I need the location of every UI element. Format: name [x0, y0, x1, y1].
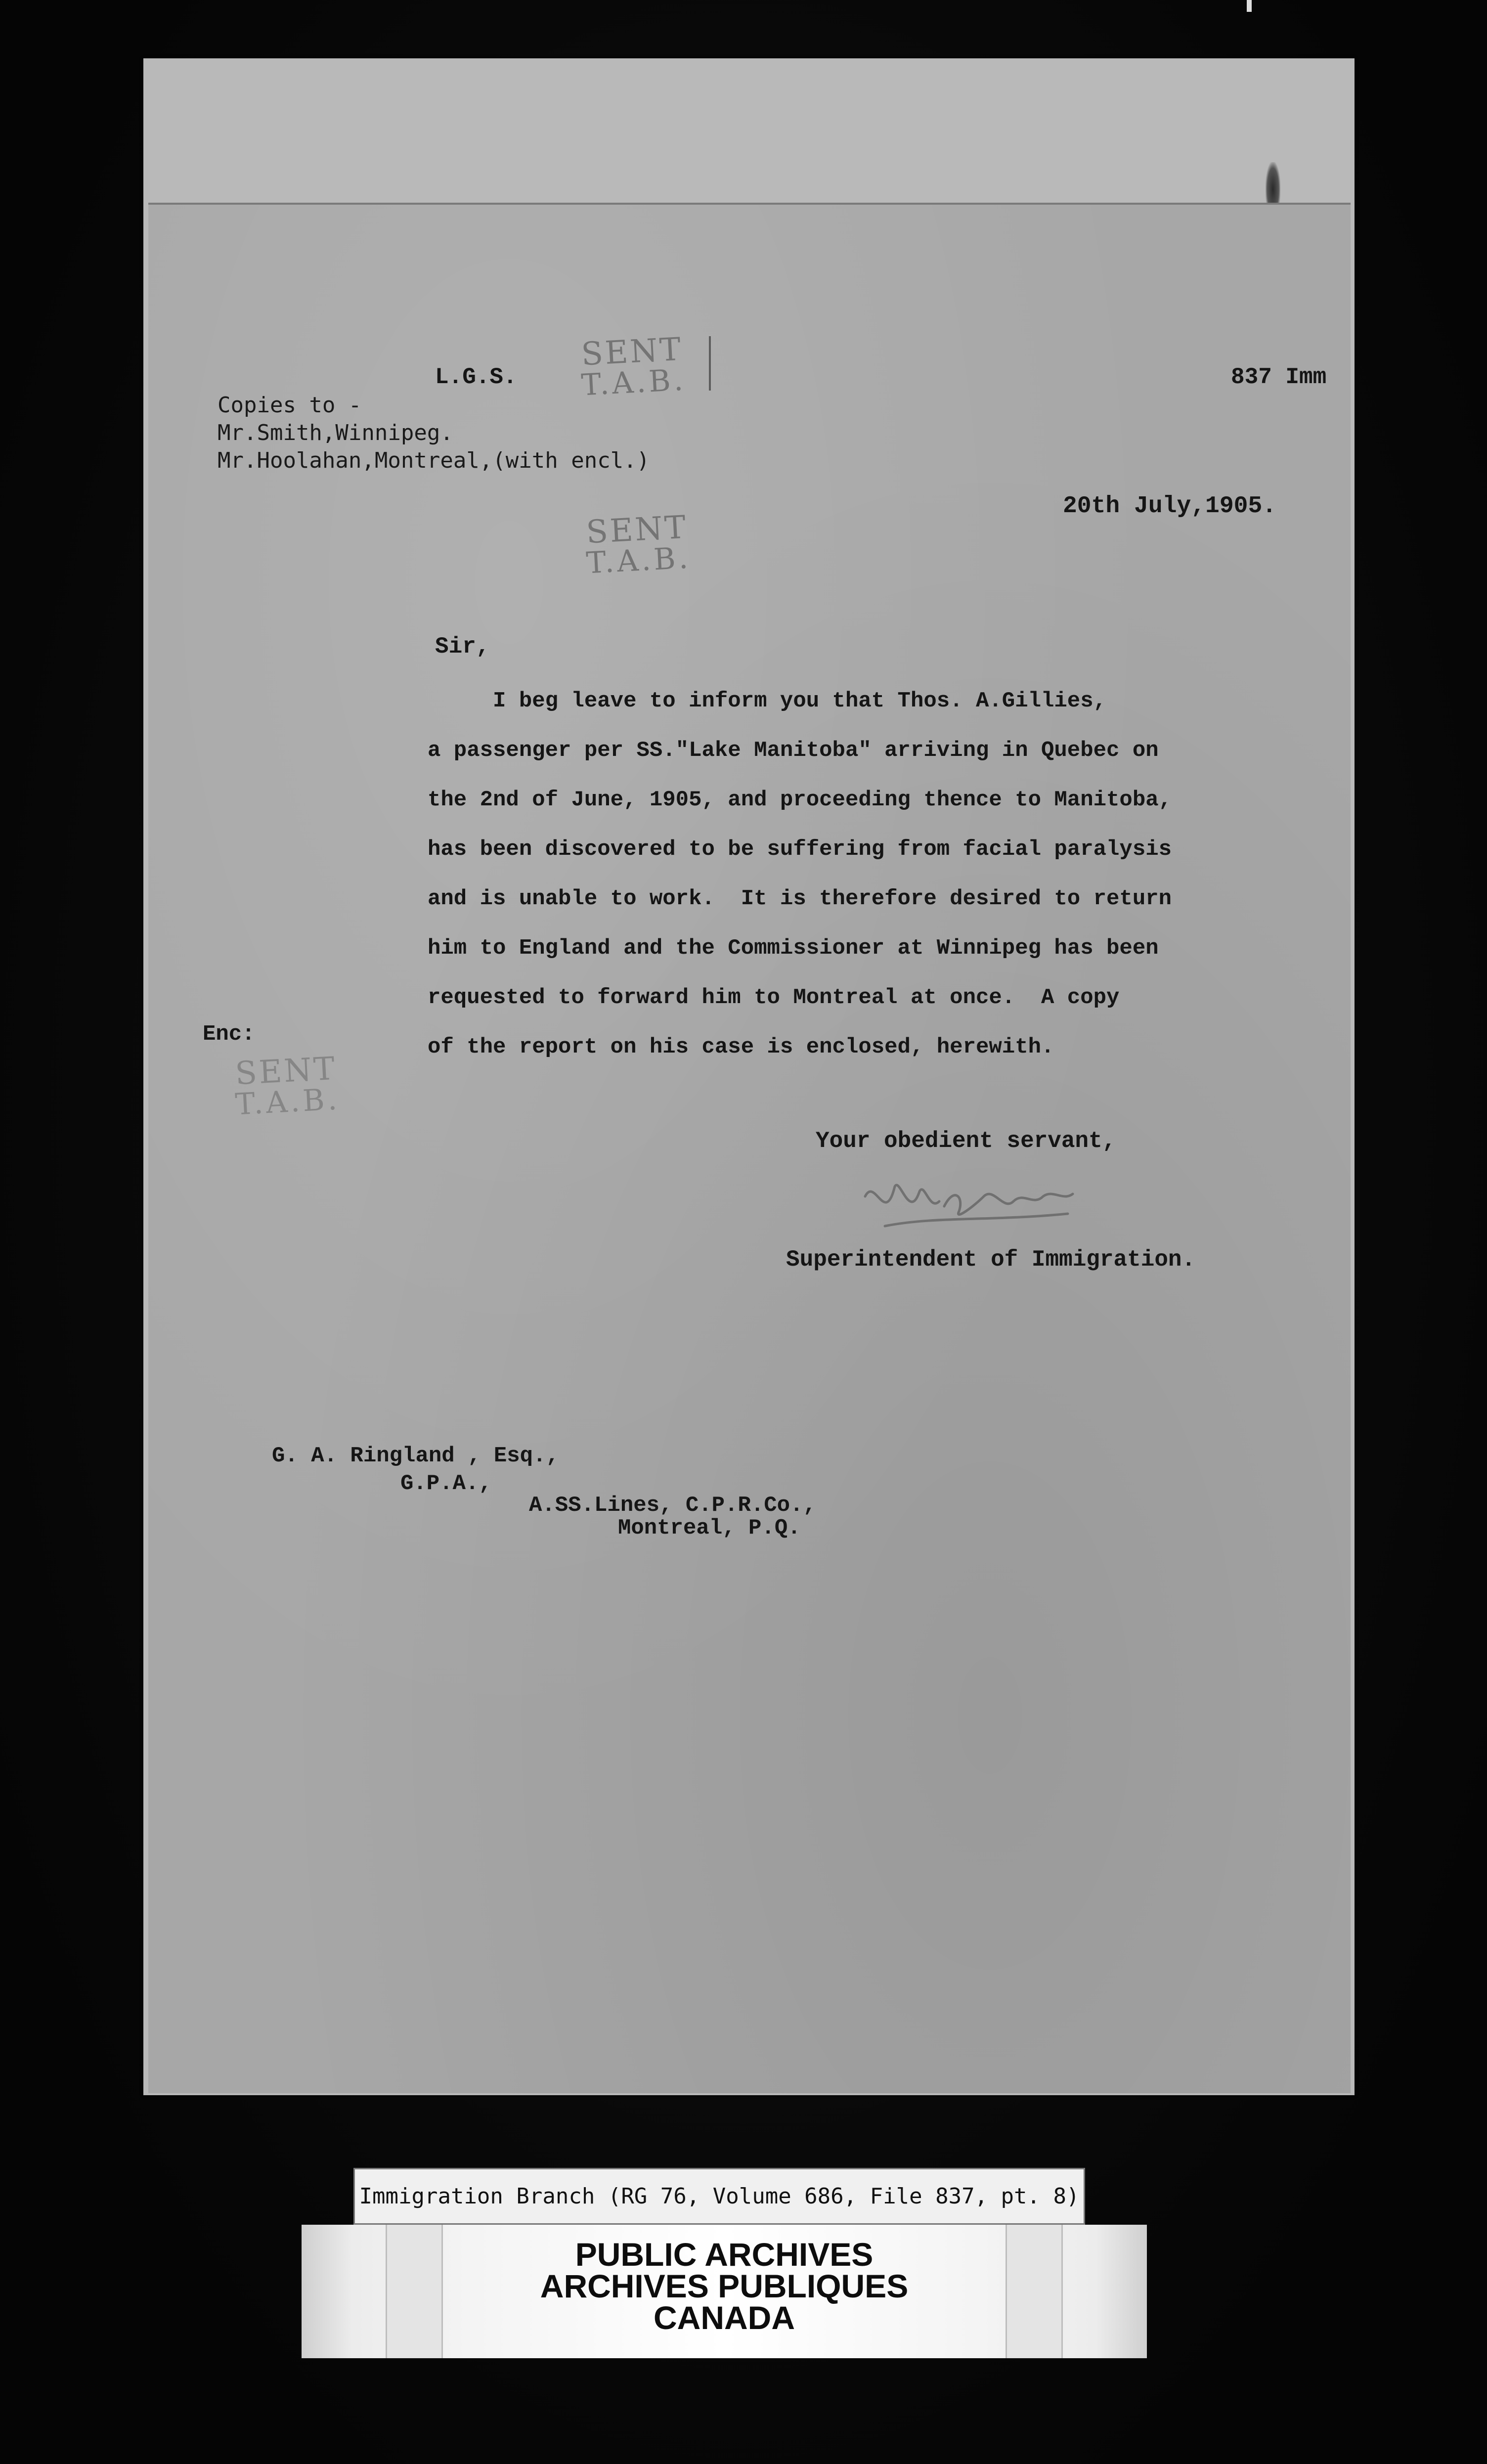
signer-title: Superintendent of Immigration.: [786, 1247, 1196, 1273]
addressee-line: Montreal, P.Q.: [618, 1516, 801, 1540]
stamp-top-line-1: SENT: [580, 331, 684, 373]
stamp-middle-line-1: SENT: [585, 509, 689, 551]
body-line: a passenger per SS."Lake Manitoba" arriving in Quebec on: [428, 738, 1159, 763]
sent-stamp-middle: [562, 510, 713, 579]
letter-sheet: [148, 203, 1351, 2093]
sent-stamp-top: [557, 332, 708, 401]
signature-icon: [855, 1167, 1083, 1241]
archive-label-line: PUBLIC ARCHIVES: [575, 2236, 874, 2273]
body-line: requested to forward him to Montreal at once. A copy: [428, 985, 1120, 1010]
salutation: Sir,: [435, 634, 490, 660]
letter-body: [428, 676, 1288, 1072]
copies-to-recipient: Mr.Hoolahan,Montreal,(with encl.): [218, 448, 650, 473]
body-line: of the report on his case is enclosed, herewith.: [428, 1035, 1054, 1059]
stamp-left-line-1: SENT: [234, 1050, 338, 1093]
addressee-line: A.SS.Lines, C.P.R.Co.,: [529, 1493, 816, 1518]
sent-stamp-left: [211, 1052, 362, 1121]
copies-to-heading: Copies to -: [218, 393, 362, 418]
body-line: him to England and the Commissioner at Winnipeg has been: [428, 936, 1159, 961]
body-line: I beg leave to inform you that Thos. A.Gillies,: [428, 689, 1107, 713]
film-corner-mark: [1247, 0, 1252, 12]
archive-caption: Immigration Branch (RG 76, Volume 686, File 837, pt. 8): [353, 2168, 1085, 2225]
archive-label-line: CANADA: [654, 2299, 795, 2336]
letter-date: 20th July,1905.: [1063, 493, 1277, 520]
copies-to-recipient: Mr.Smith,Winnipeg.: [218, 420, 453, 445]
addressee-line: G.P.A.,: [400, 1471, 492, 1496]
stamp-middle-line-2: T.A.B.: [585, 540, 692, 581]
stamp-bracket: [702, 336, 711, 391]
copies-to-block: [218, 392, 650, 475]
file-number: 837 Imm: [1231, 364, 1327, 390]
archive-label: [302, 2225, 1147, 2358]
archive-label-text: [302, 2236, 1147, 2336]
closing: Your obedient servant,: [816, 1128, 1116, 1154]
enclosure-mark: Enc:: [203, 1022, 255, 1047]
archive-label-line: ARCHIVES PUBLIQUES: [540, 2268, 909, 2304]
reference-initials: L.G.S.: [435, 364, 517, 390]
body-line: has been discovered to be suffering from facial paralysis: [428, 837, 1172, 862]
stamp-top-line-2: T.A.B.: [580, 362, 687, 403]
body-line: the 2nd of June, 1905, and proceeding thence to Manitoba,: [428, 788, 1172, 812]
stamp-left-line-2: T.A.B.: [234, 1082, 341, 1122]
body-line: and is unable to work. It is therefore desired to return: [428, 886, 1172, 911]
addressee-name: G. A. Ringland , Esq.,: [272, 1444, 559, 1468]
